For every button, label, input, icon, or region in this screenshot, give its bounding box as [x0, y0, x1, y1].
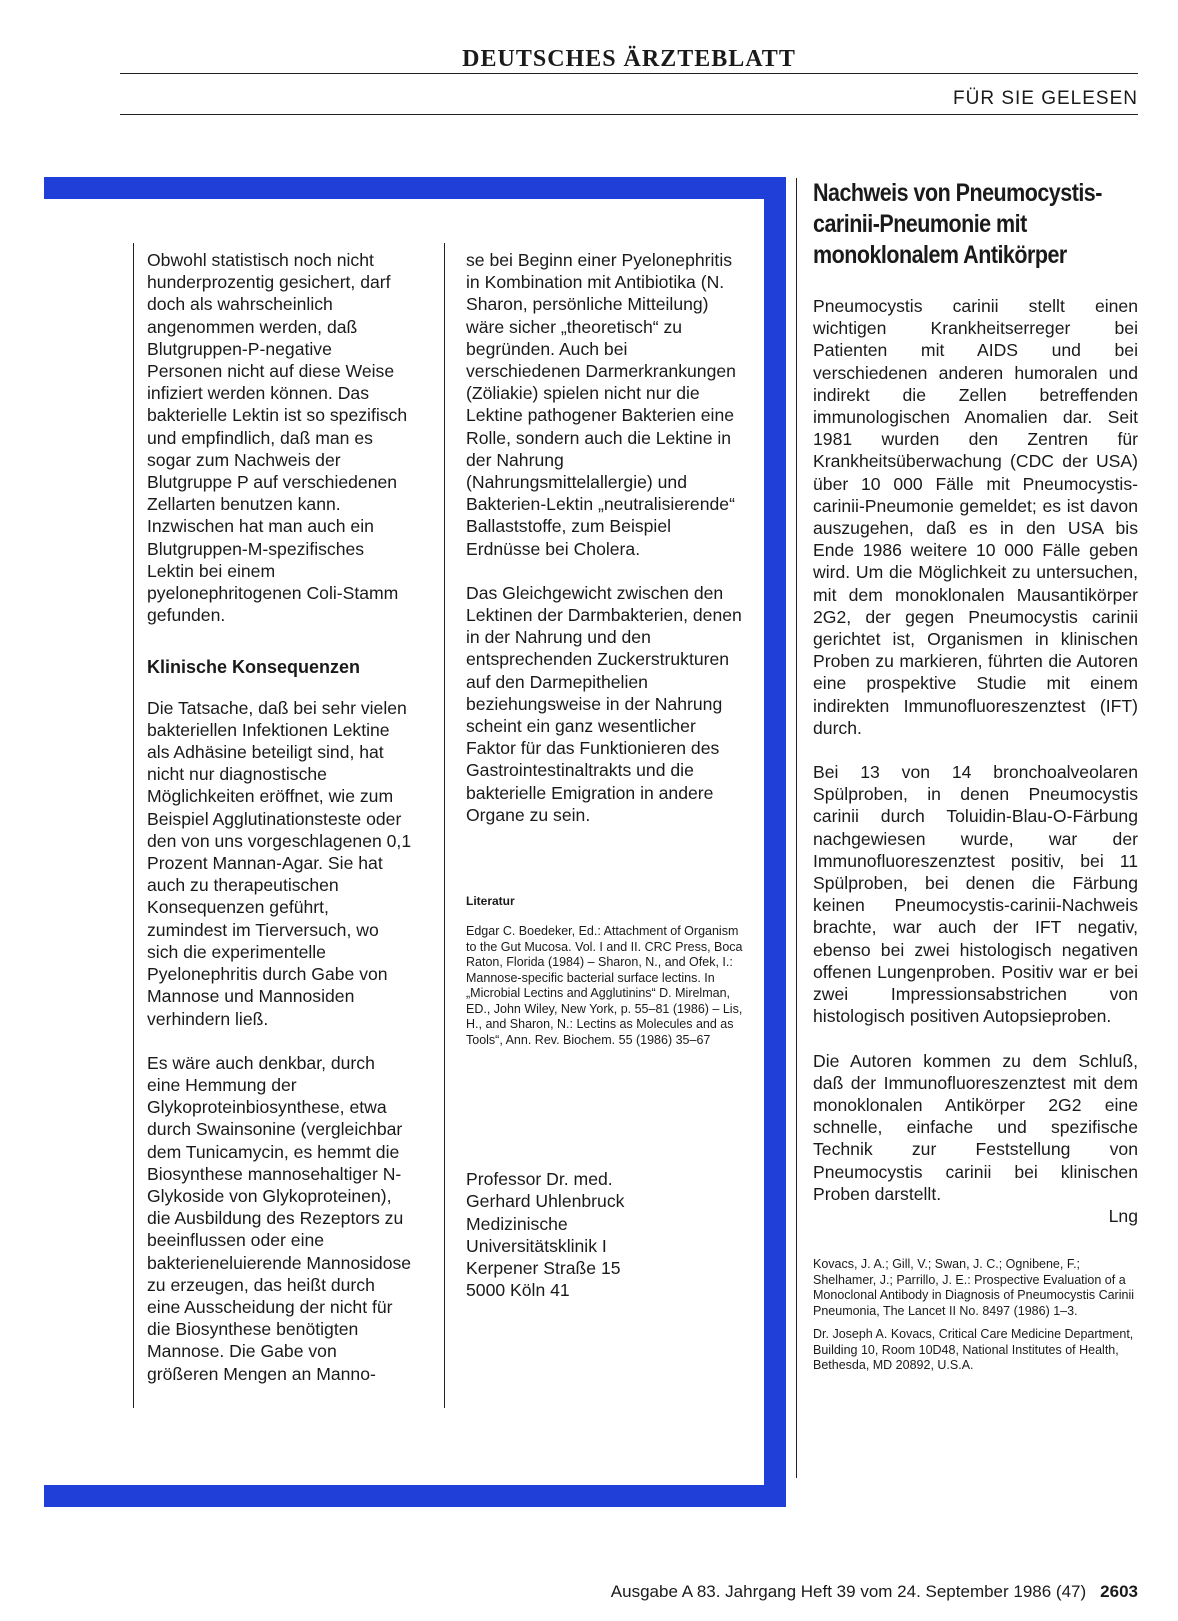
body-paragraph: Pneumocystis carinii stellt einen wichtigen Krankheitserreger bei Patienten mit AIDS und bei verschiedenen anderen humoralen und indirekt die Zellen betreffenden immunologischen Anomalien dar. Seit 1981 wurden den Zentren für Krankheitsüberwachung (CDC der USA) über 10 000 Fälle mit Pneumocystis-carinii-Pneumonie gemeldet; es ist davon auszugehen, daß es in den USA bis Ende 1986 weitere 10 000 Fälle geben wird. Um die Möglichkeit zu untersuchen, mit dem monoklonalen Mausantikörper 2G2, der gegen Pneumocystis carinii gerichtet ist, Organismen in klinischen Proben zu markieren, führten die Autoren eine prospektive Studie mit einem indirekten Immunofluoreszenztest (IFT) durch. — [813, 296, 1138, 738]
masthead: DEUTSCHES ÄRZTEBLATT — [462, 46, 796, 72]
body-paragraph: Die Tatsache, daß bei sehr vielen bakteriellen Infektionen Lektine als Adhäsine beteiligt sind, hat nicht nur diagnostische Möglichkeiten eröffnet, wie zum Beispiel Agglutinationsteste oder den von uns vorgeschlagenen 0,1 Prozent Mannan-Agar. Sie hat auch zu therapeutischen Konsequenzen geführt, zumindest im Tierversuch, wo sich die experimentelle Pyelonephritis durch Gabe von Mannose und Mannosiden verhindern ließ. — [147, 697, 412, 1029]
address-line: Gerhard Uhlenbruck — [466, 1191, 625, 1212]
address-line: Medizinische — [466, 1213, 568, 1234]
article-column-1 — [147, 249, 412, 1385]
edition-info: Ausgabe A 83. Jahrgang Heft 39 vom 24. September 1986 (47) — [610, 1582, 1087, 1601]
author-initials: Lng — [1108, 1205, 1138, 1226]
header-rule-bottom — [120, 114, 1138, 115]
article-column-3 — [813, 178, 1138, 1374]
body-paragraph: Obwohl statistisch noch nicht hunderprozentig gesichert, darf doch als wahrscheinlich angenommen werden, daß Blutgruppen-P-negative Personen nicht auf diese Weise infiziert werden können. Das bakterielle Lektin ist so spezifisch und empfindlich, daß man es sogar zum Nachweis der Blutgruppe P auf verschiedenen Zellarten benutzen kann. Inzwischen hat man auch ein Blutgruppen-M-spezifisches Lektin bei einem pyelonephritogenen Coli-Stamm gefunden. — [147, 250, 408, 626]
blue-frame-bottom — [44, 1485, 766, 1507]
article-column-2 — [466, 249, 743, 1302]
body-paragraph: Die Autoren kommen zu dem Schluß, daß der Immunofluoreszenztest mit dem monoklonalen Antikörper 2G2 eine schnelle, einfache und spezifische Technik zur Feststellung von Pneumocystis carinii bei klinischen Proben darstellt. — [813, 1050, 1138, 1204]
literature-text: Edgar C. Boedeker, Ed.: Attachment of Organism to the Gut Mucosa. Vol. I and II. CRC Press, Boca Raton, Florida (1984) – Sharon, N., and Ofek, I.: Mannose-specific bacterial surface lectins. In „Microbial Lectins and Agglutinins“ D. Mirelman, ED., John Wiley, New York, p. 55–81 (1986) – Lis, H., and Sharon, N.: Lectins as Molecules and as Tools“, Ann. Rev. Biochem. 55 (1986) 35–67 — [466, 924, 743, 1047]
reference-citation: Kovacs, J. A.; Gill, V.; Swan, J. C.; Ognibene, F.; Shelhamer, J.; Parrillo, J. E.: Prospective Evaluation of a Monoclonal Antibody in Diagnosis of Pneumocystis Carinii Pneumonia, The Lancet II No. 8497 (1986) 1–3. — [813, 1257, 1134, 1318]
blue-frame-side — [764, 177, 786, 1507]
page-number: 2603 — [1100, 1582, 1138, 1601]
address-line: 5000 Köln 41 — [466, 1280, 570, 1301]
author-address — [466, 1168, 743, 1301]
address-line: Universitätsklinik I — [466, 1235, 607, 1256]
header-rule-top — [120, 73, 1138, 74]
subheading: Klinische Konsequenzen — [147, 657, 361, 678]
column-rule-middle — [444, 243, 445, 1408]
body-paragraph: Das Gleichgewicht zwischen den Lektinen der Darmbakterien, denen in der Nahrung und den entsprechenden Zuckerstrukturen auf den Darmepithelien beziehungsweise in der Nahrung scheint ein ganz wesentlicher Faktor für das Funktionieren des Gastrointestinaltrakts und die bakterielle Emigration in andere Organe zu sein. — [466, 582, 742, 825]
section-title: FÜR SIE GELESEN — [953, 88, 1138, 109]
literature-heading: Literatur — [466, 894, 515, 909]
page-footer — [611, 1582, 1138, 1602]
address-line: Kerpener Straße 15 — [466, 1258, 621, 1279]
body-paragraph: se bei Beginn einer Pyelonephritis in Kombination mit Antibiotika (N. Sharon, persönliche Mitteilung) wäre sicher „theoretisch“ zu begründen. Auch bei verschiedenen Darmerkrankungen (Zöliakie) spielen nicht nur die Lektine pathogener Bakterien eine Rolle, sondern auch die Lektine in der Nahrung (Nahrungsmittelallergie) und Bakterien-Lektin „neutralisierende“ Ballaststoffe, zum Beispiel Erdnüsse bei Cholera. — [466, 250, 736, 559]
column-rule-right — [796, 178, 797, 1478]
address-line: Professor Dr. med. — [466, 1169, 613, 1190]
article-headline: Nachweis von Pneumocystis-carinii-Pneumonie mit monoklonalem Antikörper — [813, 179, 1102, 269]
blue-frame-top — [44, 177, 766, 199]
reference-contact: Dr. Joseph A. Kovacs, Critical Care Medicine Department, Building 10, Room 10D48, National Institutes of Health, Bethesda, MD 20892, U.S.A. — [813, 1327, 1134, 1373]
reference-block — [813, 1257, 1138, 1374]
body-paragraph: Bei 13 von 14 bronchoalveolaren Spülproben, in denen Pneumocystis carinii durch Toluidin-Blau-O-Färbung nachgewiesen wurde, war der Immunofluoreszenztest positiv, bei 11 Spülproben, bei denen die Färbung keinen Pneumocystis-carinii-Nachweis brachte, war auch der IFT negativ, ebenso bei zwei histologisch negativen offenen Lungenproben. Positiv war er bei zwei Impressionsabstrichen von histologisch positiven Autopsieproben. — [813, 762, 1138, 1027]
column-rule-left — [133, 243, 134, 1408]
body-paragraph: Es wäre auch denkbar, durch eine Hemmung der Glykoproteinbiosynthese, etwa durch Swainsonine (vergleichbar dem Tunicamycin, es hemmt die Biosynthese mannosehaltiger N-Glykoside von Glykoproteinen), die Ausbildung des Rezeptors zu beeinflussen oder eine bakterieneluierende Mannosidose zu erzeugen, das heißt durch eine Ausscheidung der nicht für die Biosynthese benötigten Mannose. Die Gabe von größeren Mengen an Manno- — [147, 1052, 412, 1384]
